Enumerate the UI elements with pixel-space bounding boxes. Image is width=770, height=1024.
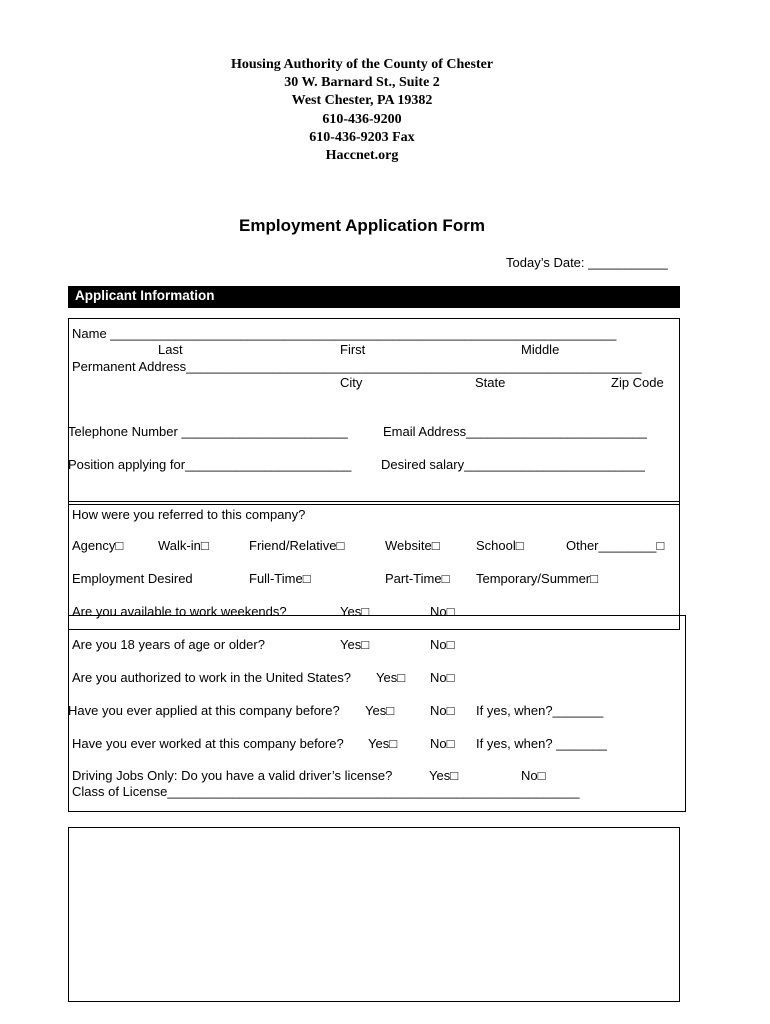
authorized-no[interactable]: No□ <box>430 670 455 685</box>
form-title: Employment Application Form <box>239 216 485 235</box>
checkbox-icon[interactable]: □ <box>389 736 398 751</box>
checkbox-icon[interactable]: □ <box>446 736 455 751</box>
checkbox-icon[interactable]: □ <box>361 604 370 619</box>
authorized-yes[interactable]: Yes□ <box>376 670 406 685</box>
driving-question: Driving Jobs Only: Do you have a valid driver’s license? <box>72 768 393 783</box>
position-field[interactable]: Position applying for_______________________ <box>68 457 352 472</box>
blank-box <box>68 827 680 1002</box>
todays-date-field[interactable]: Today’s Date: ___________ <box>506 255 668 270</box>
driving-no[interactable]: No□ <box>521 768 546 783</box>
checkbox-icon[interactable]: □ <box>361 637 370 652</box>
applied-no[interactable]: No□ <box>430 703 455 718</box>
referral-agency[interactable]: Agency□ <box>72 538 124 553</box>
checkbox-icon[interactable]: □ <box>441 571 450 586</box>
section-title: Applicant Information <box>75 288 215 303</box>
section-header-applicant-info <box>68 286 680 308</box>
checkbox-icon[interactable]: □ <box>450 768 459 783</box>
driving-yes[interactable]: Yes□ <box>429 768 459 783</box>
city-label: City <box>340 375 363 390</box>
letterhead <box>0 56 724 165</box>
employment-parttime[interactable]: Part-Time□ <box>385 571 450 586</box>
weekends-no[interactable]: No□ <box>430 604 455 619</box>
referral-friend[interactable]: Friend/Relative□ <box>249 538 345 553</box>
telephone-field[interactable]: Telephone Number _______________________ <box>68 424 348 439</box>
checkbox-icon[interactable]: □ <box>115 538 124 553</box>
checkbox-icon[interactable]: □ <box>336 538 345 553</box>
applied-yes[interactable]: Yes□ <box>365 703 395 718</box>
org-website: Haccnet.org <box>325 148 399 164</box>
checkbox-icon[interactable]: □ <box>386 703 395 718</box>
applied-when-field[interactable]: If yes, when?_______ <box>476 703 604 718</box>
checkbox-icon[interactable]: □ <box>397 670 406 685</box>
age-no[interactable]: No□ <box>430 637 455 652</box>
name-field[interactable]: Name ______________________________________________________________________ <box>72 326 617 341</box>
state-label: State <box>475 375 506 390</box>
worked-when-field[interactable]: If yes, when? _______ <box>476 736 607 751</box>
employment-fulltime[interactable]: Full-Time□ <box>249 571 311 586</box>
checkbox-icon[interactable]: □ <box>446 703 455 718</box>
referral-other[interactable]: Other________□ <box>566 538 665 553</box>
org-city: West Chester, PA 19382 <box>291 93 433 109</box>
authorized-question: Are you authorized to work in the United States? <box>72 670 351 685</box>
checkbox-icon[interactable]: □ <box>515 538 524 553</box>
employment-temporary[interactable]: Temporary/Summer□ <box>476 571 598 586</box>
org-phone: 610-436-9200 <box>322 111 402 127</box>
worked-question: Have you ever worked at this company before? <box>72 736 344 751</box>
zip-label: Zip Code <box>611 375 664 390</box>
employment-desired-label: Employment Desired <box>72 571 193 586</box>
referral-question: How were you referred to this company? <box>72 507 306 522</box>
last-label: Last <box>158 342 183 357</box>
salary-field[interactable]: Desired salary_________________________ <box>381 457 645 472</box>
org-street: 30 W. Barnard St., Suite 2 <box>284 75 440 91</box>
org-name: Housing Authority of the County of Chester <box>230 57 494 72</box>
address-field[interactable]: Permanent Address_______________________________________________________________ <box>72 359 642 374</box>
checkbox-icon[interactable]: □ <box>590 571 598 586</box>
referral-website[interactable]: Website□ <box>385 538 440 553</box>
worked-no[interactable]: No□ <box>430 736 455 751</box>
age-question: Are you 18 years of age or older? <box>72 637 265 652</box>
checkbox-icon[interactable]: □ <box>431 538 440 553</box>
worked-yes[interactable]: Yes□ <box>368 736 398 751</box>
section-divider <box>68 504 680 505</box>
checkbox-icon[interactable]: □ <box>446 604 455 619</box>
checkbox-icon[interactable]: □ <box>302 571 311 586</box>
checkbox-icon[interactable]: □ <box>537 768 546 783</box>
org-fax: 610-436-9203 Fax <box>309 129 415 145</box>
referral-walkin[interactable]: Walk-in□ <box>158 538 209 553</box>
first-label: First <box>340 342 366 357</box>
weekends-question: Are you available to work weekends? <box>72 604 287 619</box>
middle-label: Middle <box>521 342 560 357</box>
checkbox-icon[interactable]: □ <box>446 670 455 685</box>
checkbox-icon[interactable]: □ <box>656 538 665 553</box>
applied-question: Have you ever applied at this company before? <box>68 703 340 718</box>
checkbox-icon[interactable]: □ <box>200 538 209 553</box>
weekends-yes[interactable]: Yes□ <box>340 604 370 619</box>
age-yes[interactable]: Yes□ <box>340 637 370 652</box>
checkbox-icon[interactable]: □ <box>446 637 455 652</box>
section-divider <box>68 501 680 502</box>
license-class-field[interactable]: Class of License_________________________________________________________ <box>72 784 580 799</box>
email-field[interactable]: Email Address_________________________ <box>383 424 647 439</box>
referral-school[interactable]: School□ <box>476 538 524 553</box>
